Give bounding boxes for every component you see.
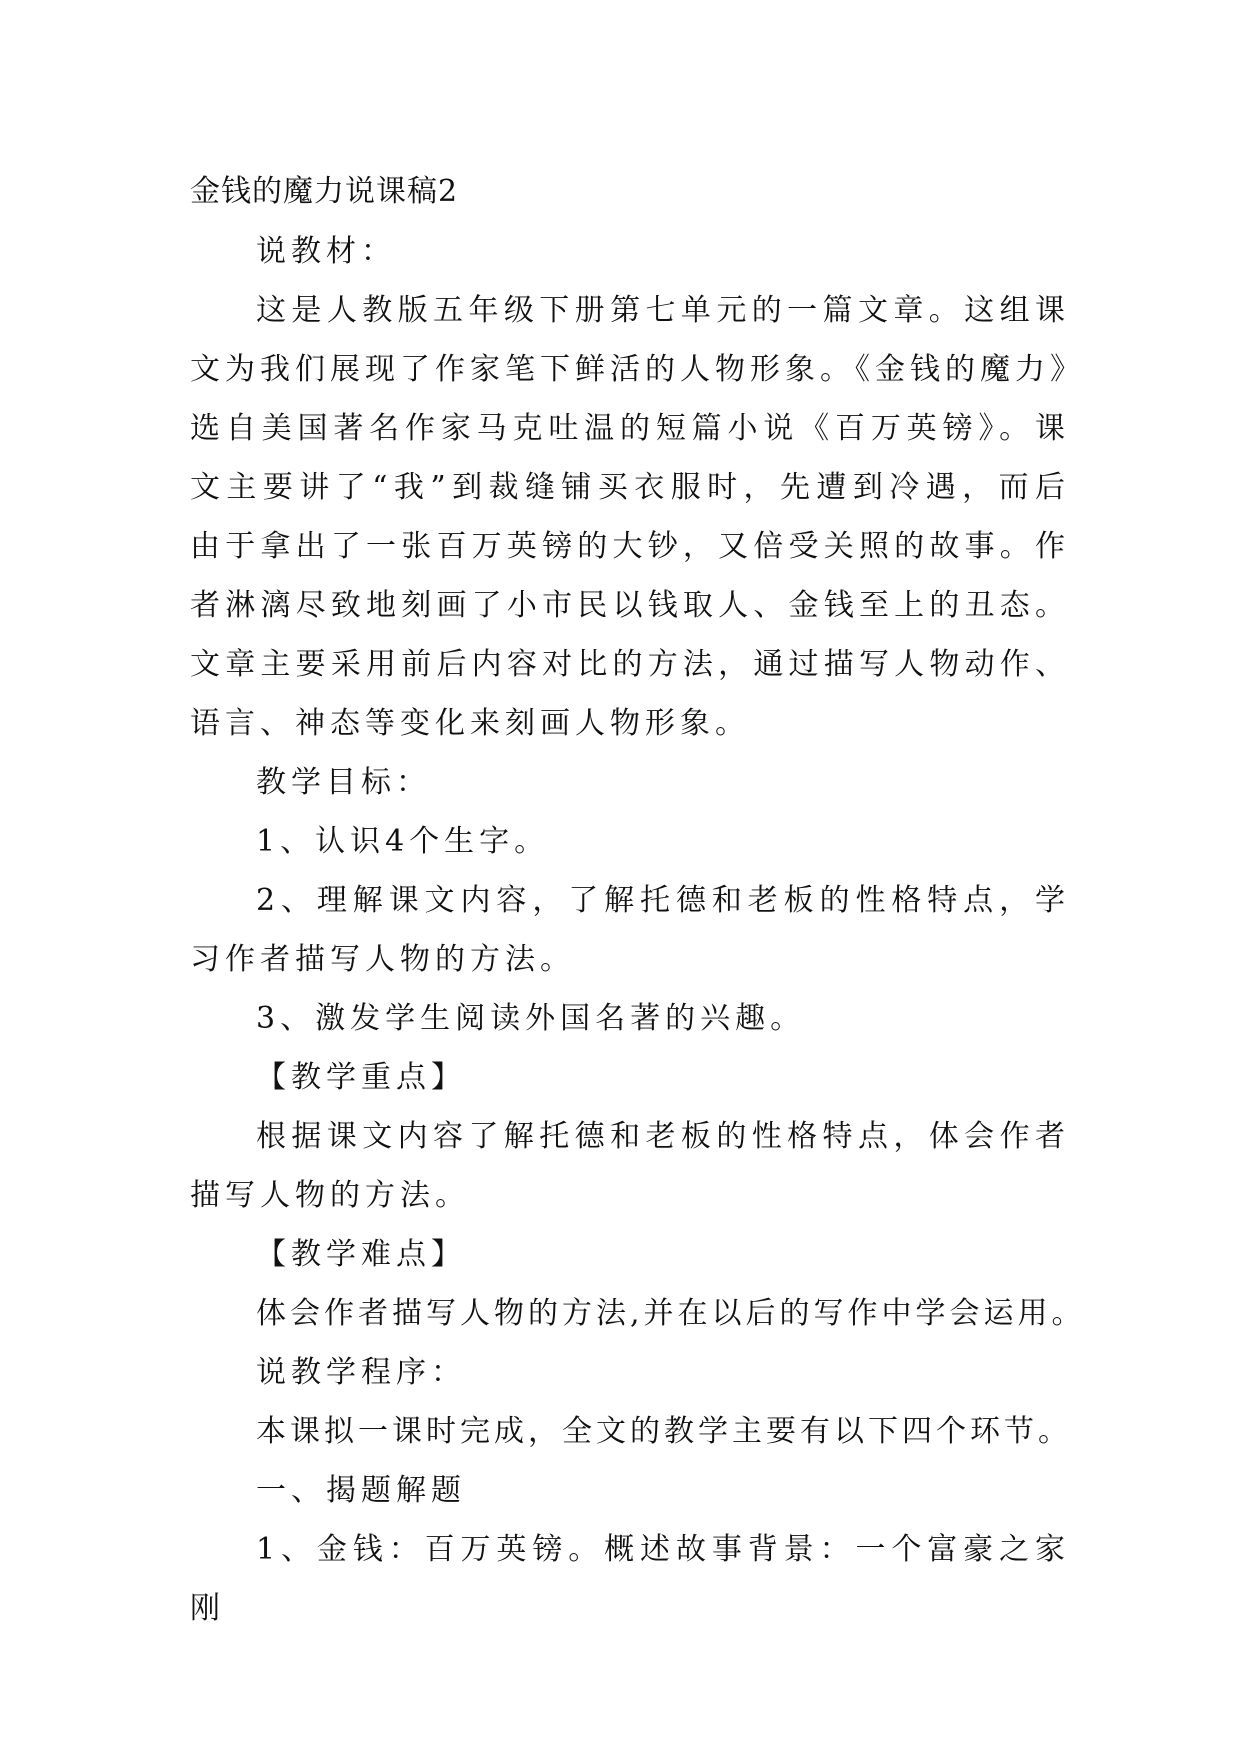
paragraph-key-points: 根据课文内容了解托德和老板的性格特点，体会作者描写人物的方法。 bbox=[190, 1119, 1070, 1213]
paragraph-difficulties: 体会作者描写人物的方法,并在以后的写作中学会运用。 bbox=[256, 1296, 1086, 1331]
step-1-item-1: 1、金钱：百万英镑。概述故事背景：一个富豪之家刚 bbox=[190, 1532, 1070, 1626]
step-heading-1: 一、揭题解题 bbox=[256, 1473, 466, 1508]
section-heading-procedure: 说教学程序： bbox=[256, 1355, 466, 1390]
section-heading-objectives: 教学目标： bbox=[256, 765, 431, 800]
document-title: 金钱的魔力说课稿2 bbox=[190, 174, 459, 209]
objective-item-3: 3、激发学生阅读外国名著的兴趣。 bbox=[256, 1001, 806, 1036]
document-body bbox=[190, 162, 1086, 1638]
objective-item-2: 2、理解课文内容，了解托德和老板的性格特点，学习作者描写人物的方法。 bbox=[190, 883, 1070, 977]
objective-item-1: 1、认识4个生字。 bbox=[256, 824, 550, 859]
section-heading-textbook: 说教材： bbox=[256, 234, 396, 269]
paragraph-textbook-description: 这是人教版五年级下册第七单元的一篇文章。这组课文为我们展现了作家笔下鲜活的人物形象。《金钱的魔力》选自美国著名作家马克吐温的短篇小说《百万英镑》。课文主要讲了“我”到裁缝铺买衣服时，先遭到冷遇，而后由于拿出了一张百万英镑的大钞，又倍受关照的故事。作者淋漓尽致地刻画了小市民以钱取人、金钱至上的丑态。文章主要采用前后内容对比的方法，通过描写人物动作、语言、神态等变化来刻画人物形象。 bbox=[190, 293, 1070, 741]
paragraph-procedure-intro: 本课拟一课时完成，全文的教学主要有以下四个环节。 bbox=[256, 1414, 1072, 1449]
section-heading-key-points: 【教学重点】 bbox=[256, 1060, 466, 1095]
section-heading-difficulties: 【教学难点】 bbox=[256, 1237, 466, 1272]
